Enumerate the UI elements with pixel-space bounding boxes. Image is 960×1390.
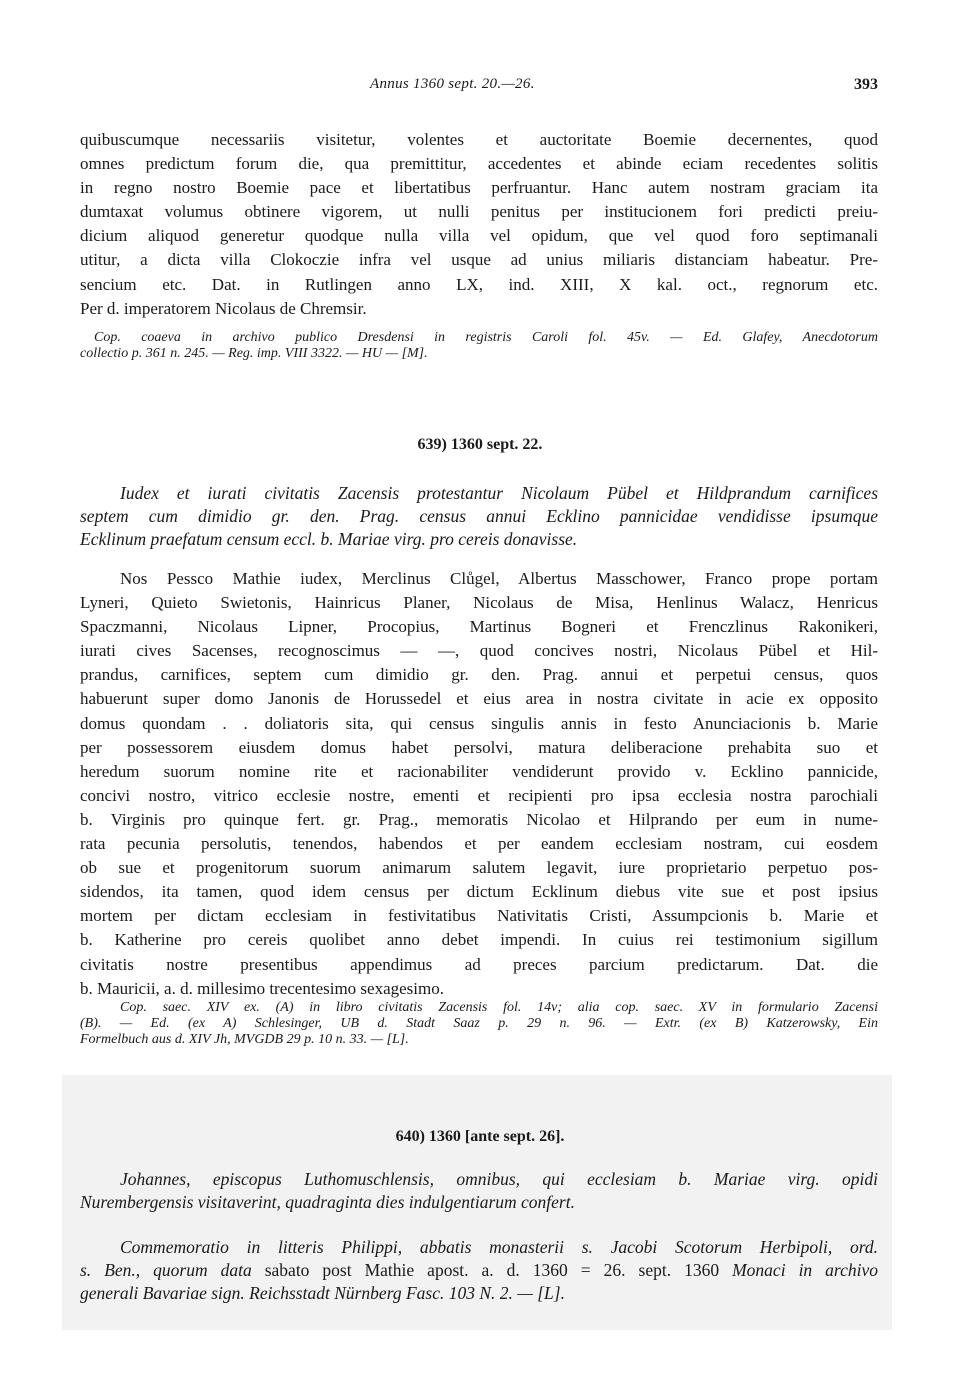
page-number: 393 xyxy=(854,76,878,93)
italic-part: s. Ben., quorum data xyxy=(80,1260,252,1280)
text-line: Spaczmanni, Nicolaus Lipner, Procopius, Martinus Bogneri et Frenczlinus Rakonikeri, xyxy=(80,617,878,637)
text-line: rata pecunia persolutis, tenendos, habendos et per eandem ecclesiam nostram, cui eosdem xyxy=(80,834,878,854)
note-line: Formelbuch aus d. XIV Jh, MVGDB 29 p. 10 n. 33. — [L]. xyxy=(80,1032,409,1047)
text-line: omnes predictum forum die, qua premittitur, accedentes et abinde eciam recedentes solitis xyxy=(80,154,878,174)
text-line: concivi nostro, vitrico ecclesie nostre, ementi et recipienti pro ipsa ecclesia nostra parochiali xyxy=(80,785,878,805)
page-header xyxy=(80,76,878,100)
note-line: Cop. coaeva in archivo publico Dresdensi in registris Caroli fol. 45v. — Ed. Glafey, Anecdotorum xyxy=(94,330,878,345)
text-line: per possessorem eiusdem domus habet persolvi, matura deliberacione prehabita suo et xyxy=(80,737,878,757)
regest-line: Iudex et iurati civitatis Zacensis protestantur Nicolaum Pübel et Hildprandum carnifices xyxy=(120,483,878,503)
text-line: habuerunt super domo Janonis de Horussedel et eius area in nostra civitate in acie ex opposito xyxy=(80,689,878,709)
note-line: collectio p. 361 n. 245. — Reg. imp. VIII 3322. — HU — [M]. xyxy=(80,346,428,361)
entry-text-639 xyxy=(80,567,878,1001)
regest-line: Ecklinum praefatum censum eccl. b. Mariae virg. pro cereis donavisse. xyxy=(80,529,578,549)
source-note-639 xyxy=(80,1000,878,1048)
upright-part: sabato post Mathie apost. a. d. 1360 = 26. sept. 1360 xyxy=(251,1260,733,1280)
text-line: ob sue et progenitorum suorum animarum salutem legavit, iure proprietario perpetuo pos- xyxy=(80,858,878,878)
text-line: mortem per dictam ecclesiam in festivitatibus Nativitatis Cristi, Assumpcionis b. Marie et xyxy=(80,906,878,926)
entry-heading-639: 639) 1360 sept. 22. xyxy=(417,436,543,453)
entry-regest-639 xyxy=(80,482,878,551)
text-line: b. Katherine pro cereis quolibet anno debet impendi. In cuius rei testimonium sigillum xyxy=(80,930,878,950)
text-line: dicium aliquod generetur quodque nulla villa vel opidum, que vel quod foro septimanali xyxy=(80,226,878,246)
entry-heading-640: 640) 1360 [ante sept. 26]. xyxy=(395,1128,565,1145)
text-line: domus quondam . . doliatoris sita, qui census singulis annis in festo Anunciacionis b. Marie xyxy=(80,713,878,733)
text-line: heredum suorum nomine rite et racionabiliter vendiderunt provido v. Ecklino pannicide, xyxy=(80,761,878,781)
regest-line xyxy=(80,1259,878,1282)
entry-regest-640 xyxy=(80,1168,878,1214)
running-head: Annus 1360 sept. 20.—26. xyxy=(370,76,535,92)
text-line: iurati cives Sacenses, recognoscimus — —, quod concives nostri, Nicolaus Pübel et Hil- xyxy=(80,641,878,661)
text-line: Per d. imperatorem Nicolaus de Chremsir. xyxy=(80,298,367,318)
text-line: sencium etc. Dat. in Rutlingen anno LX, ind. XIII, X kal. oct., regnorum etc. xyxy=(80,274,878,294)
text-line: prandus, carnifices, septem cum dimidio gr. den. Prag. annui et perpetui census, quos xyxy=(80,665,878,685)
text-line: sidendos, ita tamen, quod idem census per dictum Ecklinum diebus vite sue et post ipsius xyxy=(80,882,878,902)
text-line: civitatis nostre presentibus appendimus ad preces parcium predictarum. Dat. die xyxy=(80,954,878,974)
text-line: b. Virginis pro quinque fert. gr. Prag., memoratis Nicolao et Hilprando per eum in nume- xyxy=(80,809,878,829)
italic-part: Monaci in archivo xyxy=(732,1260,878,1280)
note-line: Cop. saec. XIV ex. (A) in libro civitatis Zacensis fol. 14v; alia cop. saec. XV in formulario Zacensi xyxy=(120,1000,878,1015)
text-line: b. Mauricii, a. d. millesimo trecentesimo sexagesimo. xyxy=(80,978,444,998)
text-line: in regno nostro Boemie pace et libertatibus perfruantur. Hanc autem nostram graciam ita xyxy=(80,178,878,198)
continued-text xyxy=(80,128,878,321)
text-line: Lyneri, Quieto Swietonis, Hainricus Planer, Nicolaus de Misa, Henlinus Walacz, Henricus xyxy=(80,593,878,613)
regest-line: Nurembergensis visitaverint, quadraginta dies indulgentiarum confert. xyxy=(80,1192,575,1212)
text-line: Nos Pessco Mathie iudex, Merclinus Clůgel, Albertus Masschower, Franco prope portam xyxy=(120,569,878,588)
regest-line: Johannes, episcopus Luthomuschlensis, omnibus, qui ecclesiam b. Mariae virg. opidi xyxy=(120,1169,878,1189)
regest-line: septem cum dimidio gr. den. Prag. census annui Ecklino pannicidae vendidisse ipsumque xyxy=(80,506,878,526)
source-note xyxy=(80,330,878,362)
text-line: dumtaxat volumus obtinere vigorem, ut nulli penitus per institucionem fori predicti preiu- xyxy=(80,202,878,222)
regest-line: Commemoratio in litteris Philippi, abbatis monasterii s. Jacobi Scotorum Herbipoli, ord. xyxy=(120,1237,878,1257)
entry-commemoratio-640 xyxy=(80,1236,878,1305)
note-line: (B). — Ed. (ex A) Schlesinger, UB d. Stadt Saaz p. 29 n. 96. — Extr. (ex B) Katzerowsky, Ein xyxy=(80,1016,878,1031)
text-line: quibuscumque necessariis visitetur, volentes et auctoritate Boemie decernentes, quod xyxy=(80,130,878,149)
text-line: utitur, a dicta villa Clokoczie infra vel usque ad unius miliaris distanciam habeatur. Pre- xyxy=(80,250,878,270)
regest-line: generali Bavariae sign. Reichsstadt Nürnberg Fasc. 103 N. 2. — [L]. xyxy=(80,1283,565,1303)
